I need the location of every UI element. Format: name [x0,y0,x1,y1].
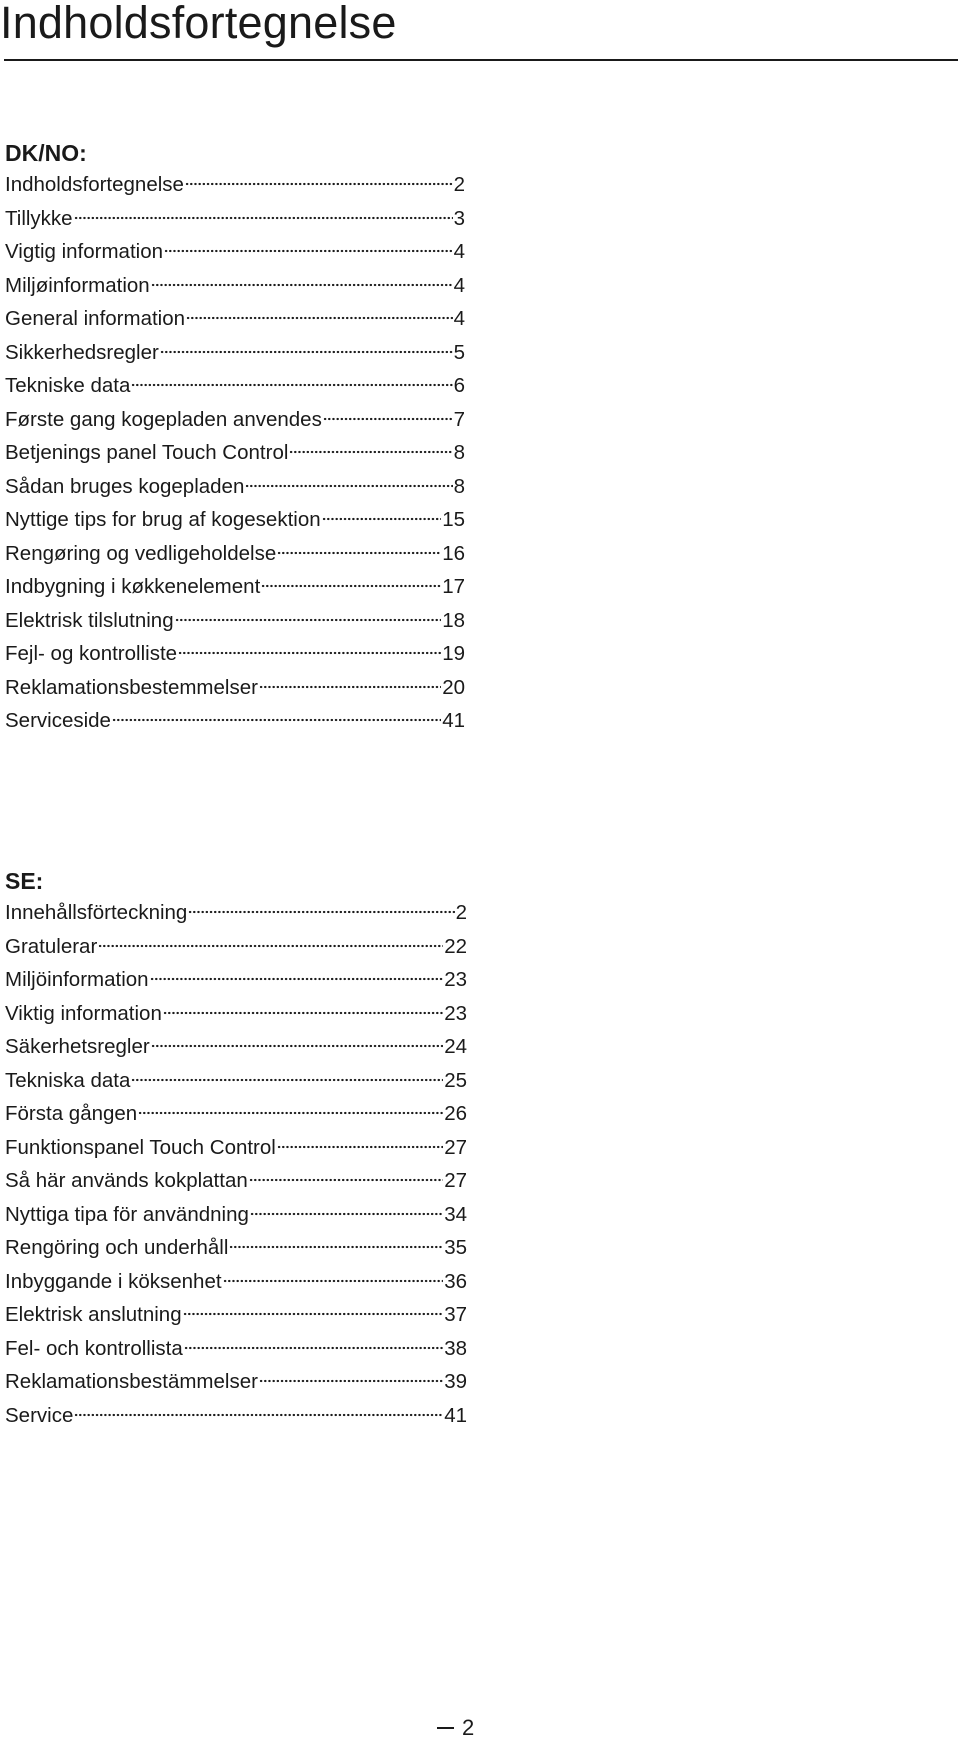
toc-entry-page: 27 [444,1169,467,1192]
toc-entry[interactable] [5,1097,467,1131]
section-heading-dk-no: DK/NO: [5,140,87,166]
toc-entry-page: 17 [442,575,465,598]
toc-dot-leader [223,1278,444,1284]
toc-dot-leader [74,1412,443,1418]
section-heading-se: SE: [5,868,44,894]
toc-dot-leader [131,382,452,388]
toc-entry[interactable] [5,997,467,1031]
toc-entry-label: Tekniska data [5,1068,131,1092]
toc-entry-page: 19 [442,642,465,665]
page-number-dash [437,1727,454,1729]
toc-list-se [5,896,465,1432]
toc-entry-page: 39 [444,1370,467,1393]
toc-dot-leader [151,282,453,288]
toc-entry-label: Indbygning i køkkenelement [5,575,261,598]
toc-entry-page: 7 [453,407,465,431]
toc-list-dk-no [5,168,465,738]
toc-entry-label: Rengøring og vedligeholdelse [5,541,277,565]
toc-entry-label: Elektrisk anslutning [5,1303,182,1326]
toc-entry[interactable] [5,235,465,269]
toc-entry[interactable] [5,369,465,403]
toc-entry[interactable] [5,1332,467,1366]
toc-dot-leader [150,976,444,982]
toc-entry[interactable] [5,302,465,336]
toc-entry-label: Säkerhetsregler [5,1035,150,1058]
toc-entry-label: Tekniske data [5,374,131,397]
toc-entry[interactable] [5,963,467,997]
toc-entry-page: 4 [453,273,465,297]
toc-entry-label: Miljøinformation [5,273,150,297]
toc-dot-leader [277,550,441,556]
toc-entry[interactable] [5,1064,467,1098]
toc-dot-leader [138,1110,443,1116]
toc-dot-leader [188,909,454,915]
toc-entry-page: 27 [444,1135,467,1159]
toc-dot-leader [261,583,441,589]
toc-entry[interactable] [5,269,465,303]
toc-entry-label: Første gang kogepladen anvendes [5,407,322,431]
toc-entry-page: 3 [453,206,465,230]
toc-entry[interactable] [5,503,465,537]
toc-entry[interactable] [5,202,465,236]
toc-entry[interactable] [5,1198,467,1232]
toc-entry[interactable] [5,1231,467,1265]
toc-entry-label: Inbyggande i köksenhet [5,1269,222,1293]
toc-entry-page: 2 [455,901,467,924]
toc-entry[interactable] [5,604,465,638]
toc-dot-leader [323,416,453,422]
toc-entry-label: Betjenings panel Touch Control [5,441,289,464]
toc-entry-page: 4 [453,240,465,263]
page-title: Indholdsfortegnelse [0,0,397,48]
toc-entry-page: 8 [453,441,465,464]
toc-entry-label: Nyttiga tipa för användning [5,1202,249,1226]
toc-entry[interactable] [5,1365,467,1399]
toc-dot-leader [74,215,453,221]
toc-dot-leader [175,617,442,623]
toc-dot-leader [112,717,441,723]
toc-entry[interactable] [5,930,467,964]
toc-entry-label: Sikkerhedsregler [5,340,159,364]
toc-entry[interactable] [5,1131,467,1165]
toc-entry-page: 41 [444,1403,467,1427]
toc-entry[interactable] [5,671,465,705]
toc-dot-leader [160,349,453,355]
toc-entry-page: 36 [444,1269,467,1293]
toc-entry-label: Gratulerar [5,934,98,958]
toc-entry-page: 26 [444,1102,467,1125]
toc-entry-label: Tillykke [5,206,73,230]
toc-dot-leader [98,943,443,949]
toc-section-dk-no [5,138,465,738]
toc-entry-page: 23 [444,1001,467,1025]
page-number-value: 2 [462,1715,475,1740]
toc-entry-label: Miljöinformation [5,968,149,991]
toc-dot-leader [183,1311,444,1317]
toc-entry-label: Första gången [5,1102,138,1125]
toc-entry-label: Innehållsförteckning [5,901,188,924]
toc-entry-page: 23 [444,968,467,991]
toc-dot-leader [186,315,453,321]
toc-entry[interactable] [5,1164,467,1198]
toc-entry-label: Reklamationsbestemmelser [5,675,258,699]
toc-entry-label: Rengöring och underhåll [5,1236,229,1259]
toc-entry[interactable] [5,637,465,671]
toc-entry-page: 18 [442,608,465,632]
toc-entry-page: 2 [453,173,465,196]
toc-section-se [5,866,465,1432]
toc-entry-label: Indholdsfortegnelse [5,173,184,196]
toc-entry-label: General information [5,307,186,330]
toc-dot-leader [178,650,441,656]
toc-dot-leader [164,248,453,254]
toc-dot-leader [322,516,442,522]
toc-entry[interactable] [5,436,465,470]
toc-entry-label: Fejl- og kontrolliste [5,642,178,665]
toc-entry[interactable] [5,896,467,930]
toc-entry-page: 25 [444,1068,467,1092]
toc-dot-leader [250,1211,443,1217]
toc-entry-page: 16 [442,541,465,565]
toc-entry-page: 41 [442,709,465,732]
toc-dot-leader [245,483,452,489]
toc-dot-leader [229,1244,443,1250]
toc-entry[interactable] [5,537,465,571]
toc-dot-leader [259,1378,443,1384]
toc-entry[interactable] [5,570,465,604]
toc-entry-label: Reklamationsbestämmelser [5,1370,258,1393]
toc-dot-leader [185,181,453,187]
toc-entry-page: 20 [442,675,465,699]
toc-entry-page: 34 [444,1202,467,1226]
toc-entry[interactable] [5,1298,467,1332]
toc-entry[interactable] [5,1030,467,1064]
toc-dot-leader [151,1043,443,1049]
toc-dot-leader [289,449,452,455]
toc-dot-leader [259,684,441,690]
toc-entry-page: 37 [444,1303,467,1326]
toc-entry-page: 35 [444,1236,467,1259]
toc-entry-page: 8 [453,474,465,498]
toc-entry-label: Viktig information [5,1001,162,1025]
toc-dot-leader [163,1010,443,1016]
toc-entry-page: 4 [453,307,465,330]
toc-entry-label: Vigtig information [5,240,164,263]
toc-entry[interactable] [5,470,465,504]
toc-entry-label: Elektrisk tilslutning [5,608,174,632]
toc-entry-page: 38 [444,1336,467,1360]
toc-dot-leader [277,1144,443,1150]
toc-entry-label: Serviceside [5,709,111,732]
toc-dot-leader [249,1177,443,1183]
toc-entry-page: 22 [444,934,467,958]
toc-entry-label: Service [5,1403,74,1427]
toc-entry-label: Nyttige tips for brug af kogesektion [5,508,321,531]
title-divider [4,59,958,61]
toc-entry[interactable] [5,336,465,370]
toc-entry-page: 6 [453,374,465,397]
toc-entry-page: 24 [444,1035,467,1058]
page-number [437,1716,474,1740]
toc-entry-label: Sådan bruges kogepladen [5,474,245,498]
toc-entry-label: Så här används kokplattan [5,1169,248,1192]
toc-entry[interactable] [5,704,465,738]
toc-entry-page: 15 [442,508,465,531]
toc-entry-page: 5 [453,340,465,364]
toc-entry[interactable] [5,168,465,202]
toc-dot-leader [184,1345,443,1351]
toc-entry[interactable] [5,1265,467,1299]
toc-entry[interactable] [5,403,465,437]
toc-entry[interactable] [5,1399,467,1433]
toc-entry-label: Funktionspanel Touch Control [5,1135,276,1159]
toc-entry-label: Fel- och kontrollista [5,1336,183,1360]
toc-dot-leader [131,1077,443,1083]
